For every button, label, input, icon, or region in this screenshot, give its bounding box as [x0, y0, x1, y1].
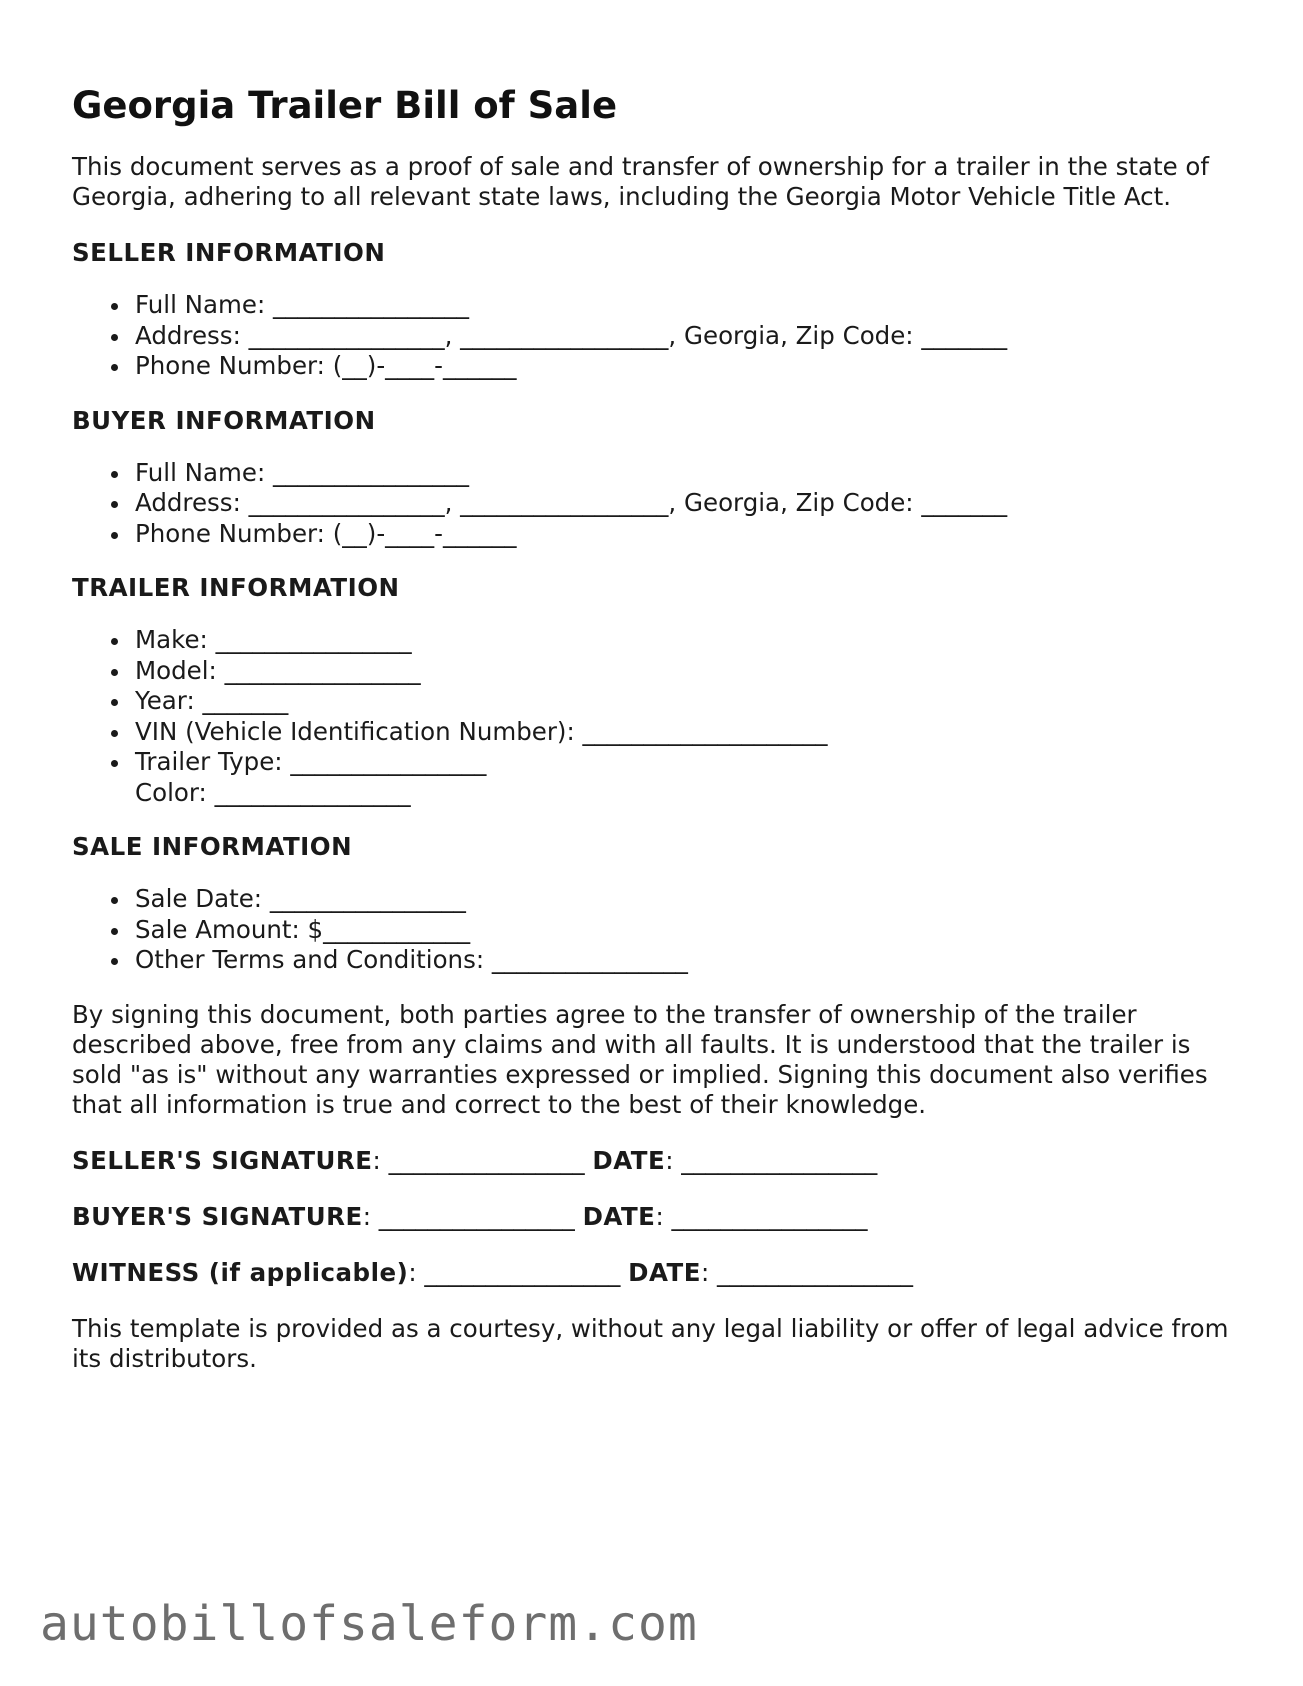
- seller-date-blank: : ________________: [665, 1145, 878, 1175]
- trailer-color: Color: ________________: [135, 777, 411, 807]
- buyer-list: [72, 458, 1242, 550]
- seller-full-name: Full Name: ________________: [135, 290, 1242, 321]
- seller-phone: Phone Number: (__)-____-______: [135, 351, 1242, 382]
- seller-list: [72, 290, 1242, 382]
- buyer-signature-line: [72, 1202, 1242, 1232]
- seller-date-label: DATE: [592, 1145, 666, 1175]
- witness-date-blank: : ________________: [701, 1257, 914, 1287]
- trailer-type: Trailer Type: ________________: [135, 747, 1242, 778]
- witness-date-label: DATE: [628, 1257, 702, 1287]
- buyer-signature-label: BUYER'S SIGNATURE: [72, 1201, 363, 1231]
- buyer-phone: Phone Number: (__)-____-______: [135, 519, 1242, 550]
- buyer-address: Address: ________________, _________________, Georgia, Zip Code: _______: [135, 488, 1242, 519]
- buyer-date-blank: : ________________: [655, 1201, 868, 1231]
- seller-heading: SELLER INFORMATION: [72, 238, 386, 268]
- sale-list: [72, 884, 1242, 976]
- sale-date: Sale Date: ________________: [135, 884, 1242, 915]
- trailer-make: Make: ________________: [135, 625, 1242, 656]
- trailer-vin: VIN (Vehicle Identification Number): ____________________: [135, 717, 1242, 748]
- trailer-list: [72, 625, 1242, 808]
- buyer-heading: BUYER INFORMATION: [72, 405, 376, 435]
- buyer-date-label: DATE: [582, 1201, 656, 1231]
- sale-other-terms: Other Terms and Conditions: ________________: [135, 945, 1242, 976]
- seller-signature-blank: : ________________: [372, 1145, 593, 1175]
- document-title: Georgia Trailer Bill of Sale: [72, 84, 618, 127]
- seller-signature-line: [72, 1146, 1242, 1176]
- disclaimer-paragraph: This template is provided as a courtesy, without any legal liability or offer of legal advice from its distributors.: [72, 1313, 1229, 1373]
- sale-amount: Sale Amount: $____________: [135, 915, 1242, 946]
- trailer-year: Year: _______: [135, 686, 1242, 717]
- witness-signature-label: WITNESS (if applicable): [72, 1257, 409, 1287]
- witness-signature-line: [72, 1258, 1242, 1288]
- trailer-heading: TRAILER INFORMATION: [72, 573, 400, 603]
- trailer-model: Model: ________________: [135, 656, 1242, 687]
- site-watermark: autobillofsaleform.com: [40, 1596, 698, 1652]
- intro-paragraph: This document serves as a proof of sale and transfer of ownership for a trailer in the state of Georgia, adhering to all relevant state laws, including the Georgia Motor Vehicle Title Act.: [72, 152, 1210, 212]
- sale-heading: SALE INFORMATION: [72, 832, 353, 862]
- buyer-signature-blank: : ________________: [362, 1201, 583, 1231]
- document-page: [72, 84, 1242, 1374]
- closing-paragraph: By signing this document, both parties agree to the transfer of ownership of the trailer described above, free from any claims and with all faults. It is understood that the trailer is sold "as is" without any warranties expressed or implied. Signing this document also verifies that all information is true and correct to the best of their knowledge.: [72, 999, 1208, 1119]
- seller-signature-label: SELLER'S SIGNATURE: [72, 1145, 373, 1175]
- seller-address: Address: ________________, _________________, Georgia, Zip Code: _______: [135, 321, 1242, 352]
- witness-signature-blank: : ________________: [408, 1257, 629, 1287]
- buyer-full-name: Full Name: ________________: [135, 458, 1242, 489]
